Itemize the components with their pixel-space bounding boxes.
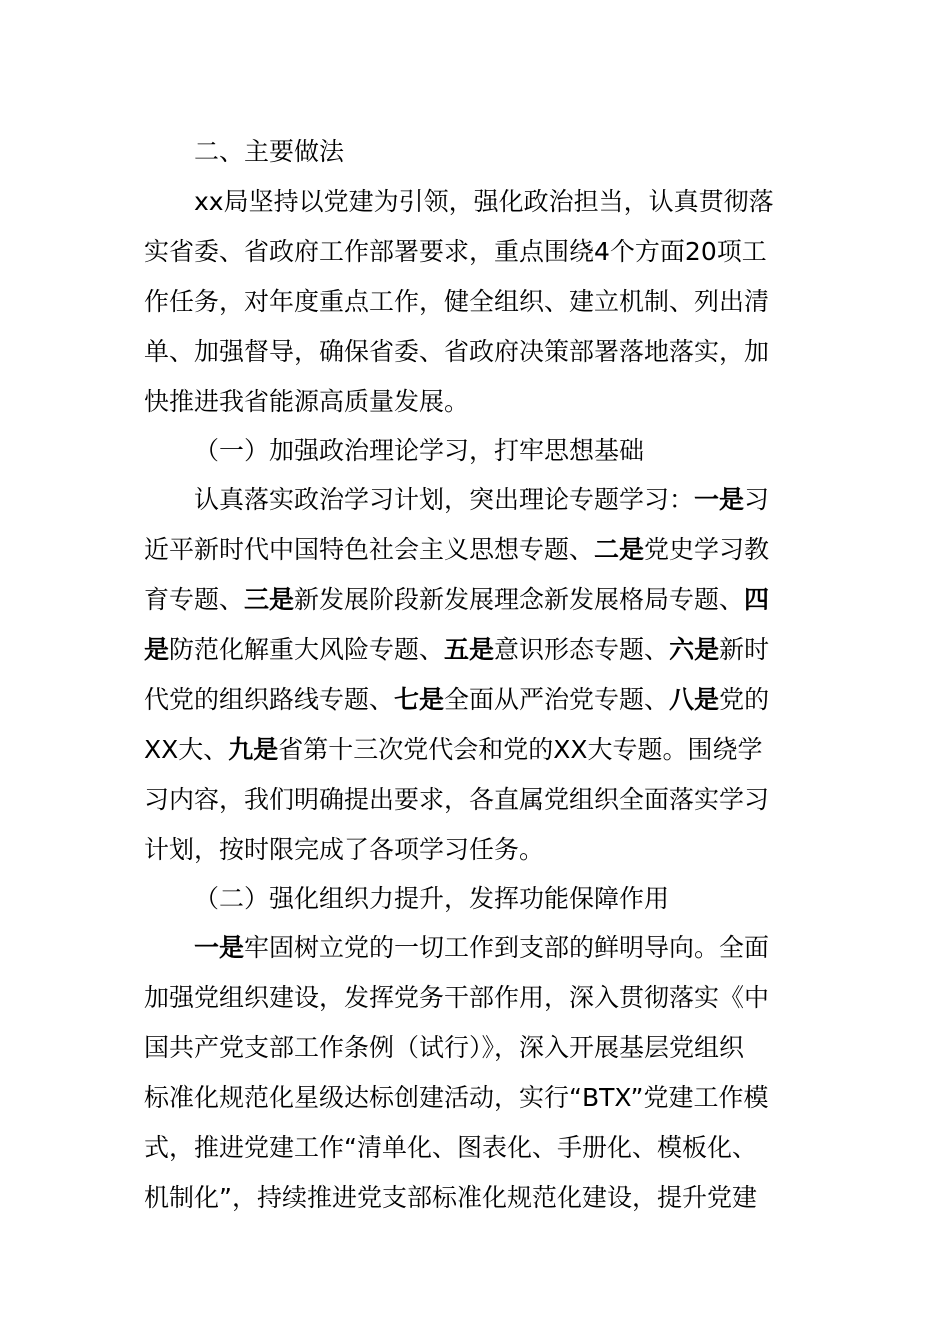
paragraph-line xyxy=(194,932,874,964)
text-run: 近平新时代中国特色社会主义思想专题、 xyxy=(144,535,595,564)
emphasis-run: 二是 xyxy=(594,535,645,564)
emphasis-run: 八是 xyxy=(669,685,720,714)
emphasis-run: 一是 xyxy=(194,933,245,962)
section-heading: 二、主要做法 xyxy=(194,137,345,166)
emphasis-run: 七是 xyxy=(394,685,445,714)
text-run: 全面从严治党专题、 xyxy=(444,685,670,714)
text-run: 新时 xyxy=(719,635,770,664)
paragraph-line: 标准化规范化星级达标创建活动，实行“BTX”党建工作模 xyxy=(144,1083,769,1112)
emphasis-run: 六是 xyxy=(669,635,720,664)
emphasis-run: 九是 xyxy=(228,735,279,764)
paragraph-line: 加强党组织建设，发挥党务干部作用，深入贯彻落实《中 xyxy=(144,983,770,1012)
emphasis-run: 三是 xyxy=(244,585,295,614)
paragraph-line: 式，推进党建工作“清单化、图表化、手册化、模板化、 xyxy=(144,1133,757,1162)
paragraph-line xyxy=(144,734,824,766)
paragraph-line: 机制化”，持续推进党支部标准化规范化建设，提升党建 xyxy=(144,1183,757,1212)
text-run: 代党的组织路线专题、 xyxy=(144,685,395,714)
text-run: 习 xyxy=(744,485,770,514)
paragraph-line: 国共产党支部工作条例（试行）》，深入开展基层党组织 xyxy=(144,1033,745,1062)
paragraph-line xyxy=(144,534,824,566)
paragraph-line: 实省委、省政府工作部署要求，重点围绕4个方面20项工 xyxy=(144,237,767,266)
paragraph-line: 快推进我省能源高质量发展。 xyxy=(144,387,470,416)
text-run: 意识形态专题、 xyxy=(494,635,670,664)
text-run: 党的 xyxy=(719,685,770,714)
text-run: XX大、 xyxy=(144,735,229,764)
paragraph-line xyxy=(144,584,824,616)
emphasis-run: 是 xyxy=(144,635,170,664)
subheading-1: （一）加强政治理论学习，打牢思想基础 xyxy=(194,436,645,465)
paragraph-line: xx局坚持以党建为引领，强化政治担当，认真贯彻落 xyxy=(194,187,774,216)
text-run: 省第十三次党代会和党的XX大专题。围绕学 xyxy=(278,735,763,764)
text-run: 党史学习教 xyxy=(644,535,770,564)
emphasis-run: 五是 xyxy=(444,635,495,664)
paragraph-line: 计划，按时限完成了各项学习任务。 xyxy=(144,835,545,864)
paragraph-line: 作任务，对年度重点工作，健全组织、建立机制、列出清 xyxy=(144,287,770,316)
emphasis-run: 四 xyxy=(744,585,770,614)
paragraph-line: 习内容，我们明确提出要求，各直属党组织全面落实学习 xyxy=(144,785,770,814)
paragraph-line xyxy=(144,634,824,666)
paragraph-line xyxy=(194,484,874,516)
text-run: 育专题、 xyxy=(144,585,245,614)
text-run: 牢固树立党的一切工作到支部的鲜明导向。全面 xyxy=(244,933,770,962)
text-run: 认真落实政治学习计划，突出理论专题学习： xyxy=(194,485,695,514)
paragraph-line xyxy=(144,684,824,716)
text-run: 新发展阶段新发展理念新发展格局专题、 xyxy=(294,585,745,614)
paragraph-line: 单、加强督导，确保省委、省政府决策部署落地落实，加 xyxy=(144,337,770,366)
emphasis-run: 一是 xyxy=(694,485,745,514)
text-run: 防范化解重大风险专题、 xyxy=(169,635,445,664)
subheading-2: （二）强化组织力提升，发挥功能保障作用 xyxy=(194,884,670,913)
